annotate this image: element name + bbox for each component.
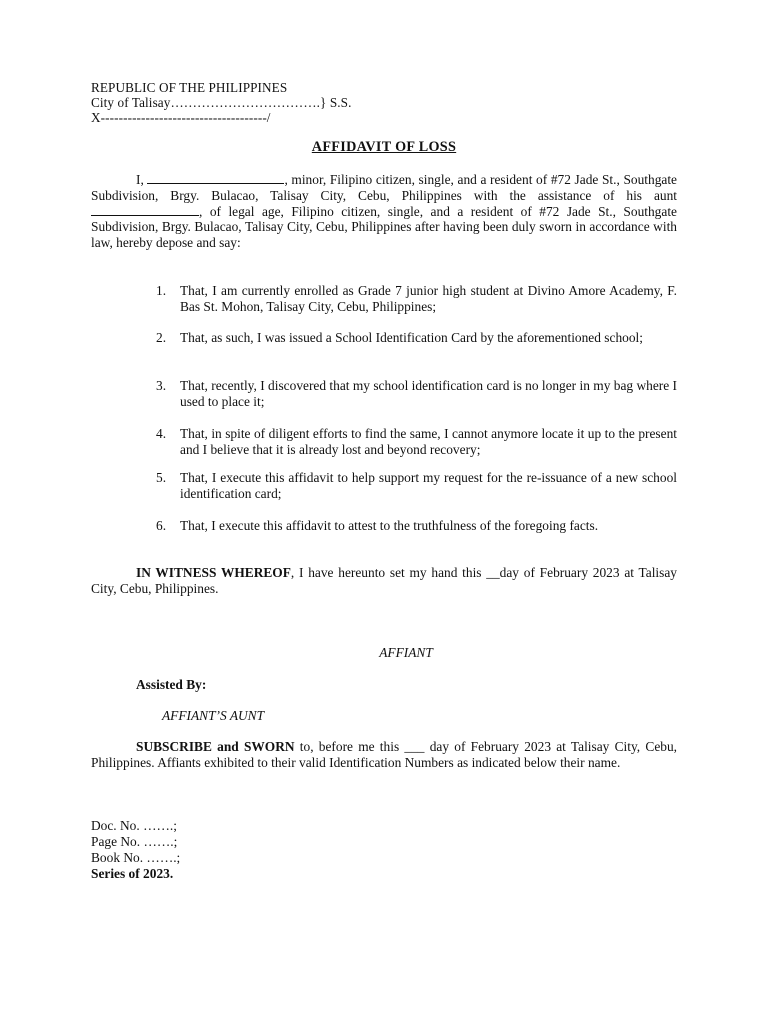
witness-bold: IN WITNESS WHEREOF (136, 565, 291, 580)
item-text: That, I execute this affidavit to help support my request for the re-issuance of a new school identification card; (180, 470, 677, 501)
item-number: 5. (156, 470, 167, 485)
item-number: 1. (156, 283, 167, 298)
list-item (156, 330, 677, 346)
caption-city: City of Talisay…………………………….} S.S. (91, 95, 352, 110)
item-number: 4. (156, 426, 167, 441)
book-number: Book No. …….; (91, 850, 181, 865)
subscribe-bold: SUBSCRIBE and SWORN (136, 739, 295, 754)
list-item (156, 283, 677, 315)
intro-paragraph (91, 172, 677, 251)
list-item (156, 378, 677, 410)
intro-part-1: I, (136, 172, 148, 187)
doc-number: Doc. No. …….; (91, 818, 177, 833)
witness-paragraph (91, 565, 677, 597)
item-number: 3. (156, 378, 167, 393)
assisted-by-label: Assisted By: (136, 677, 207, 692)
document-title: AFFIDAVIT OF LOSS (311, 139, 457, 155)
item-text: That, as such, I was issued a School Identification Card by the aforementioned school; (180, 330, 643, 345)
affiant-name-blank (147, 172, 284, 184)
item-number: 2. (156, 330, 167, 345)
item-text: That, I execute this affidavit to attest to the truthfulness of the foregoing facts. (180, 518, 599, 533)
intro-part-2: , minor, Filipino citizen, single, and a resident of #72 Jade St., Southgate Subdivision, Brgy. Bulacao, Talisay City, Cebu, Philippines with the assistance of his aunt (91, 172, 678, 203)
item-number: 6. (156, 518, 167, 533)
list-item (156, 470, 677, 502)
item-text: That, recently, I discovered that my school identification card is no longer in my bag where I used to place it; (180, 378, 677, 409)
affiant-aunt-label: AFFIANT’S AUNT (162, 708, 265, 723)
witness-rest: , I have hereunto set my hand this __day of February 2023 at Talisay City, Cebu, Philippines. (91, 565, 677, 596)
aunt-name-blank (91, 204, 199, 216)
subscribe-rest: to, before me this ___ day of February 2023 at Talisay City, Cebu, Philippines. Affiants exhibited to their valid Identification Numbers as indicated below their name. (91, 739, 677, 770)
series-year: Series of 2023. (91, 866, 174, 881)
page-number: Page No. …….; (91, 834, 178, 849)
intro-part-3: , of legal age, Filipino citizen, single, and a resident of #72 Jade St., Southgate Subdivision, Brgy. Bulacao, Talisay City, Cebu, Philippines after having been duly sworn in accordance with law, hereby depose and say: (91, 203, 677, 251)
list-item (156, 518, 677, 534)
caption-republic: REPUBLIC OF THE PHILIPPINES (91, 80, 288, 95)
caption-separator: X-------------------------------------/ (91, 110, 271, 125)
item-text: That, in spite of diligent efforts to find the same, I cannot anymore locate it up to the present and I believe that it is already lost and beyond recovery; (180, 426, 677, 457)
subscribe-paragraph (91, 739, 677, 771)
item-text: That, I am currently enrolled as Grade 7 junior high student at Divino Amore Academy, F. Bas St. Mohon, Talisay City, Cebu, Philippines; (180, 283, 677, 314)
list-item (156, 426, 677, 458)
affiant-label: AFFIANT (379, 645, 433, 660)
